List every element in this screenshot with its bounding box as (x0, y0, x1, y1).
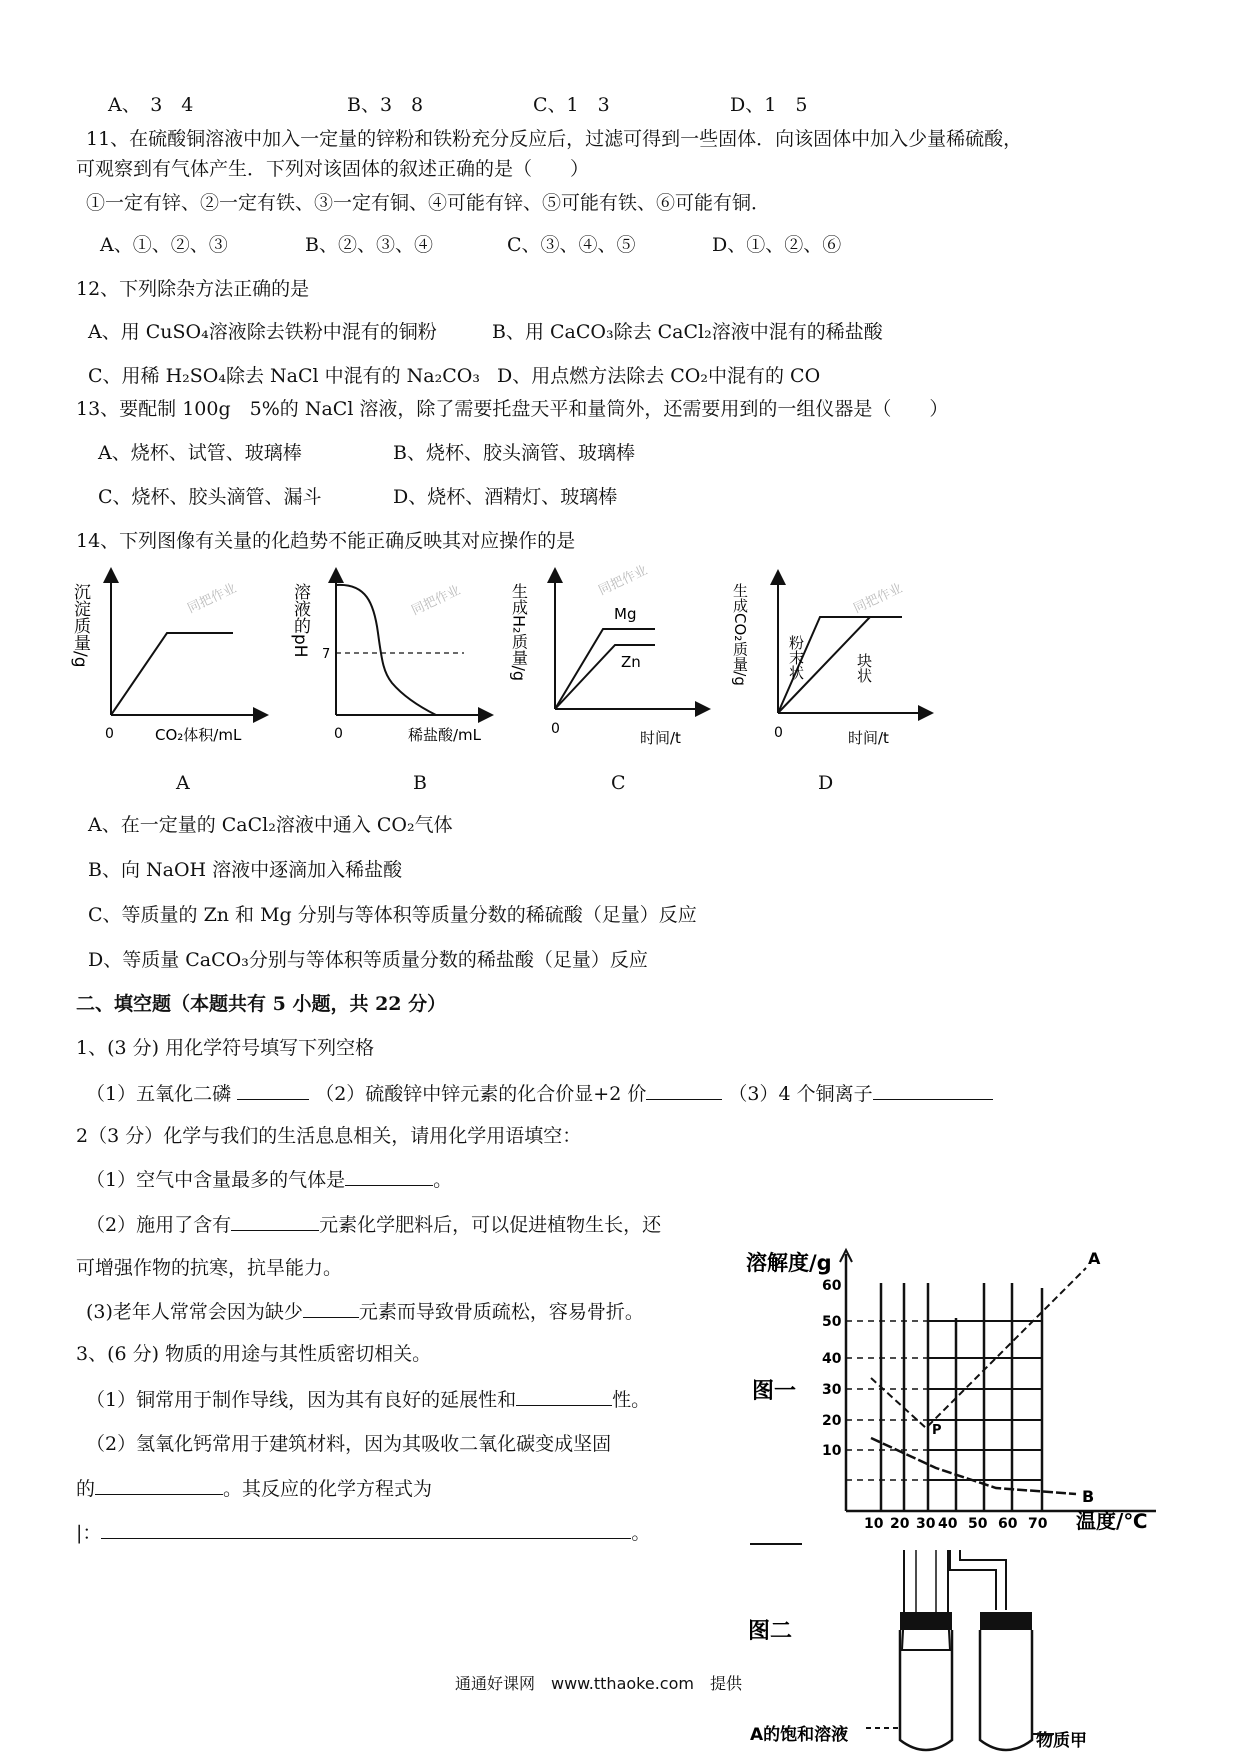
q12-option-d: D、用点燃方法除去 CO₂中混有的 CO (497, 365, 821, 387)
fill-q3-line1 (86, 1387, 650, 1412)
graph-c-caption: C (611, 772, 626, 794)
graph-a-watermark: 同把作业 (185, 581, 239, 617)
figure1-ytick-60: 60 (822, 1278, 842, 1294)
figure1-ytick-40: 40 (822, 1351, 842, 1367)
graph-c-xlabel: 时间/t (640, 729, 681, 747)
fill-q2-line3 (86, 1299, 644, 1324)
fill-q2-part3: (3)老年人常常会因为缺少 (86, 1301, 303, 1323)
figure2-left-tube (900, 1630, 952, 1750)
figure1-xtick-70: 70 (1028, 1516, 1048, 1532)
fill-q3-part1-end: 性。 (612, 1389, 651, 1411)
fill-q1-part3: （3）4 个铜离子 (728, 1083, 873, 1105)
graph-c-origin: 0 (551, 721, 560, 737)
figure1-xtick-10: 10 (864, 1516, 884, 1532)
fill-q3-part2: 的 (76, 1478, 96, 1500)
q12-option-c: C、用稀 H₂SO₄除去 NaCl 中混有的 Na₂CO₃ (88, 365, 480, 387)
graph-d (731, 563, 934, 748)
fill-q3-part1: （1）铜常用于制作导线，因为其有良好的延展性和 (86, 1389, 517, 1411)
q10-option-c: C、1 3 (533, 94, 610, 116)
graph-d-watermark: 同把作业 (851, 581, 905, 617)
figure1-xtick-40: 40 (938, 1516, 958, 1532)
q14-option-b: B、向 NaOH 溶液中逐滴加入稀盐酸 (88, 859, 403, 881)
fill-q3-blank3[interactable] (101, 1520, 631, 1539)
graph-a-curve (111, 633, 233, 715)
q14-stem: 14、下列图像有关量的化趋势不能正确反映其对应操作的是 (76, 530, 576, 552)
q12-option-a: A、用 CuSO₄溶液除去铁粉中混有的铜粉 (88, 321, 437, 343)
fill-q2-blank3[interactable] (303, 1299, 359, 1318)
q13-option-a: A、烧杯、试管、玻璃棒 (98, 442, 302, 464)
figure1-ytick-10: 10 (822, 1443, 842, 1459)
section2-title: 二、填空题（本题共有 5 小题，共 22 分） (76, 993, 447, 1015)
q14-option-d: D、等质量 CaCO₃分别与等体积等质量分数的稀盐酸（足量）反应 (88, 949, 648, 971)
graph-d-xlabel: 时间/t (848, 729, 889, 747)
fill-q3-line4 (76, 1520, 650, 1545)
q11-option-d: D、①、②、⑥ (712, 234, 842, 256)
footer-text: 通通好课网 www.tthaoke.com 提供 (455, 1674, 742, 1693)
fill-q3-line3 (76, 1476, 432, 1501)
graph-b-watermark: 同把作业 (409, 583, 463, 619)
fill-q3-part2-end: 。其反应的化学方程式为 (223, 1478, 433, 1500)
graph-c-label-zn: Zn (621, 653, 641, 671)
figure2-left-label: A的饱和溶液 (750, 1725, 849, 1745)
q11-option-c: C、③、④、⑤ (507, 234, 636, 256)
fill-q2-part3-end: 元素而导致骨质疏松，容易骨折。 (358, 1301, 644, 1323)
fill-q2-part2: （2）施用了含有 (86, 1214, 232, 1236)
fill-q2-part1-end: 。 (433, 1169, 453, 1191)
q10-option-a: A、 3 4 (108, 94, 194, 116)
q13-option-d: D、烧杯、酒精灯、玻璃棒 (393, 486, 618, 508)
fill-q3-blank1[interactable] (516, 1387, 612, 1406)
figure1-ylabel: 溶解度/g (746, 1251, 832, 1275)
figure2-label: 图二 (748, 1619, 793, 1644)
fill-q2-blank2[interactable] (231, 1212, 319, 1231)
fill-q1-line (86, 1081, 993, 1106)
q11-option-a: A、①、②、③ (100, 234, 228, 256)
q11-stem-line2: 可观察到有气体产生．下列对该固体的叙述正确的是（ ） (76, 158, 590, 180)
figure2-right-label: 物质甲 (1036, 1731, 1087, 1751)
figure1-xtick-30: 30 (916, 1516, 936, 1532)
graph-b-ylabel: 溶液的pH (290, 583, 310, 658)
q11-items: ①一定有锌、②一定有铁、③一定有铜、④可能有锌、⑤可能有铁、⑥可能有铜． (86, 192, 771, 214)
figure1-label-a: A (1088, 1249, 1101, 1268)
fill-q2-line1 (86, 1167, 452, 1192)
figure-separator (750, 1543, 802, 1545)
q13-option-b: B、烧杯、胶头滴管、玻璃棒 (393, 442, 635, 464)
graph-b (290, 563, 496, 748)
fill-q3-line2: （2）氢氧化钙常用于建筑材料，因为其吸收二氧化碳变成坚固 (86, 1433, 612, 1455)
q11-stem-line1: 11、在硫酸铜溶液中加入一定量的锌粉和铁粉充分反应后，过滤可得到一些固体．向该固体中加入少量稀硫酸， (86, 128, 1023, 150)
fill-q1-blank1[interactable] (237, 1081, 309, 1100)
q11-option-b: B、②、③、④ (305, 234, 433, 256)
figure1-ytick-20: 20 (822, 1413, 842, 1429)
fill-q2-part2-end: 元素化学肥料后，可以促进植物生长，还 (319, 1214, 662, 1236)
figure1-ytick-30: 30 (822, 1382, 842, 1398)
graph-c (509, 563, 715, 748)
figure1-label: 图一 (752, 1379, 797, 1404)
graph-b-origin: 0 (334, 726, 343, 742)
figure1-curve-b (871, 1438, 1076, 1494)
figure1-xtick-20: 20 (890, 1516, 910, 1532)
q13-stem: 13、要配制 100g 5%的 NaCl 溶液，除了需要托盘天平和量筒外，还需要用到的一组仪器是（ ） (76, 398, 949, 420)
graph-a-xlabel: CO₂体积/mL (155, 726, 242, 744)
figure1-label-b: B (1082, 1487, 1095, 1506)
figure1-xtick-60: 60 (998, 1516, 1018, 1532)
graph-a-caption: A (176, 772, 190, 794)
q14-option-a: A、在一定量的 CaCl₂溶液中通入 CO₂气体 (88, 814, 453, 836)
fill-q2-line2-cont: 可增强作物的抗寒，抗旱能力。 (76, 1257, 343, 1279)
fill-q1-part1: （1）五氧化二磷 (86, 1083, 232, 1105)
q14-option-c: C、等质量的 Zn 和 Mg 分别与等体积等质量分数的稀硫酸（足量）反应 (88, 904, 697, 926)
graph-a-ylabel: 沉淀质量/g (70, 583, 90, 668)
fill-q2-blank1[interactable] (345, 1167, 433, 1186)
q13-option-c: C、烧杯、胶头滴管、漏斗 (98, 486, 322, 508)
fill-q3-part3: |： (76, 1522, 102, 1544)
graph-d-origin: 0 (774, 725, 783, 741)
figure1-xlabel: 温度/℃ (1076, 1509, 1148, 1533)
fill-q2-stem: 2（3 分）化学与我们的生活息息相关，请用化学用语填空： (76, 1125, 582, 1147)
fill-q2-part1: （1）空气中含量最多的气体是 (86, 1169, 346, 1191)
fill-q3-part3-end: 。 (631, 1522, 651, 1544)
graph-d-caption: D (818, 772, 834, 794)
figure2-right-tube (980, 1630, 1032, 1750)
graph-d-label-powder: 粉末状 (787, 635, 805, 680)
figure1-xtick-50: 50 (968, 1516, 988, 1532)
fill-q1-blank3[interactable] (873, 1081, 993, 1100)
graph-b-xlabel: 稀盐酸/mL (408, 726, 482, 744)
figure2-left-stopper (902, 1550, 950, 1650)
fill-q3-stem: 3、(6 分) 物质的用途与其性质密切相关。 (76, 1343, 432, 1365)
graph-d-ylabel: 生成CO₂质量/g (731, 583, 749, 686)
graph-c-label-mg: Mg (614, 605, 637, 623)
fill-q1-part2: （2）硫酸锌中锌元素的化合价显+2 价 (315, 1083, 647, 1105)
q10-option-d: D、1 5 (730, 94, 808, 116)
figure2-test-tubes (736, 1550, 1116, 1754)
graph-a (70, 563, 275, 748)
graph-c-watermark: 同把作业 (596, 563, 650, 599)
graph-a-origin: 0 (105, 726, 114, 742)
fill-q2-line2 (86, 1212, 661, 1237)
fill-q1-blank2[interactable] (646, 1081, 722, 1100)
fill-q1-stem: 1、(3 分) 用化学符号填写下列空格 (76, 1037, 375, 1059)
q10-option-b: B、3 8 (347, 94, 424, 116)
figure2-right-cork (980, 1612, 1032, 1630)
graph-c-ylabel: 生成H₂质量/g (509, 583, 529, 681)
q12-stem: 12、下列除杂方法正确的是 (76, 278, 310, 300)
figure1-solubility-chart (736, 1228, 1176, 1533)
figure2-left-cork (900, 1612, 952, 1630)
q12-option-b: B、用 CaCO₃除去 CaCl₂溶液中混有的稀盐酸 (492, 321, 883, 343)
figure1-ytick-50: 50 (822, 1314, 842, 1330)
graph-b-caption: B (413, 772, 427, 794)
graph-b-tick-7: 7 (322, 647, 331, 662)
fill-q3-blank2[interactable] (95, 1476, 223, 1495)
graph-d-label-block: 块状 (855, 653, 873, 683)
figure1-point-p: P (932, 1423, 942, 1438)
